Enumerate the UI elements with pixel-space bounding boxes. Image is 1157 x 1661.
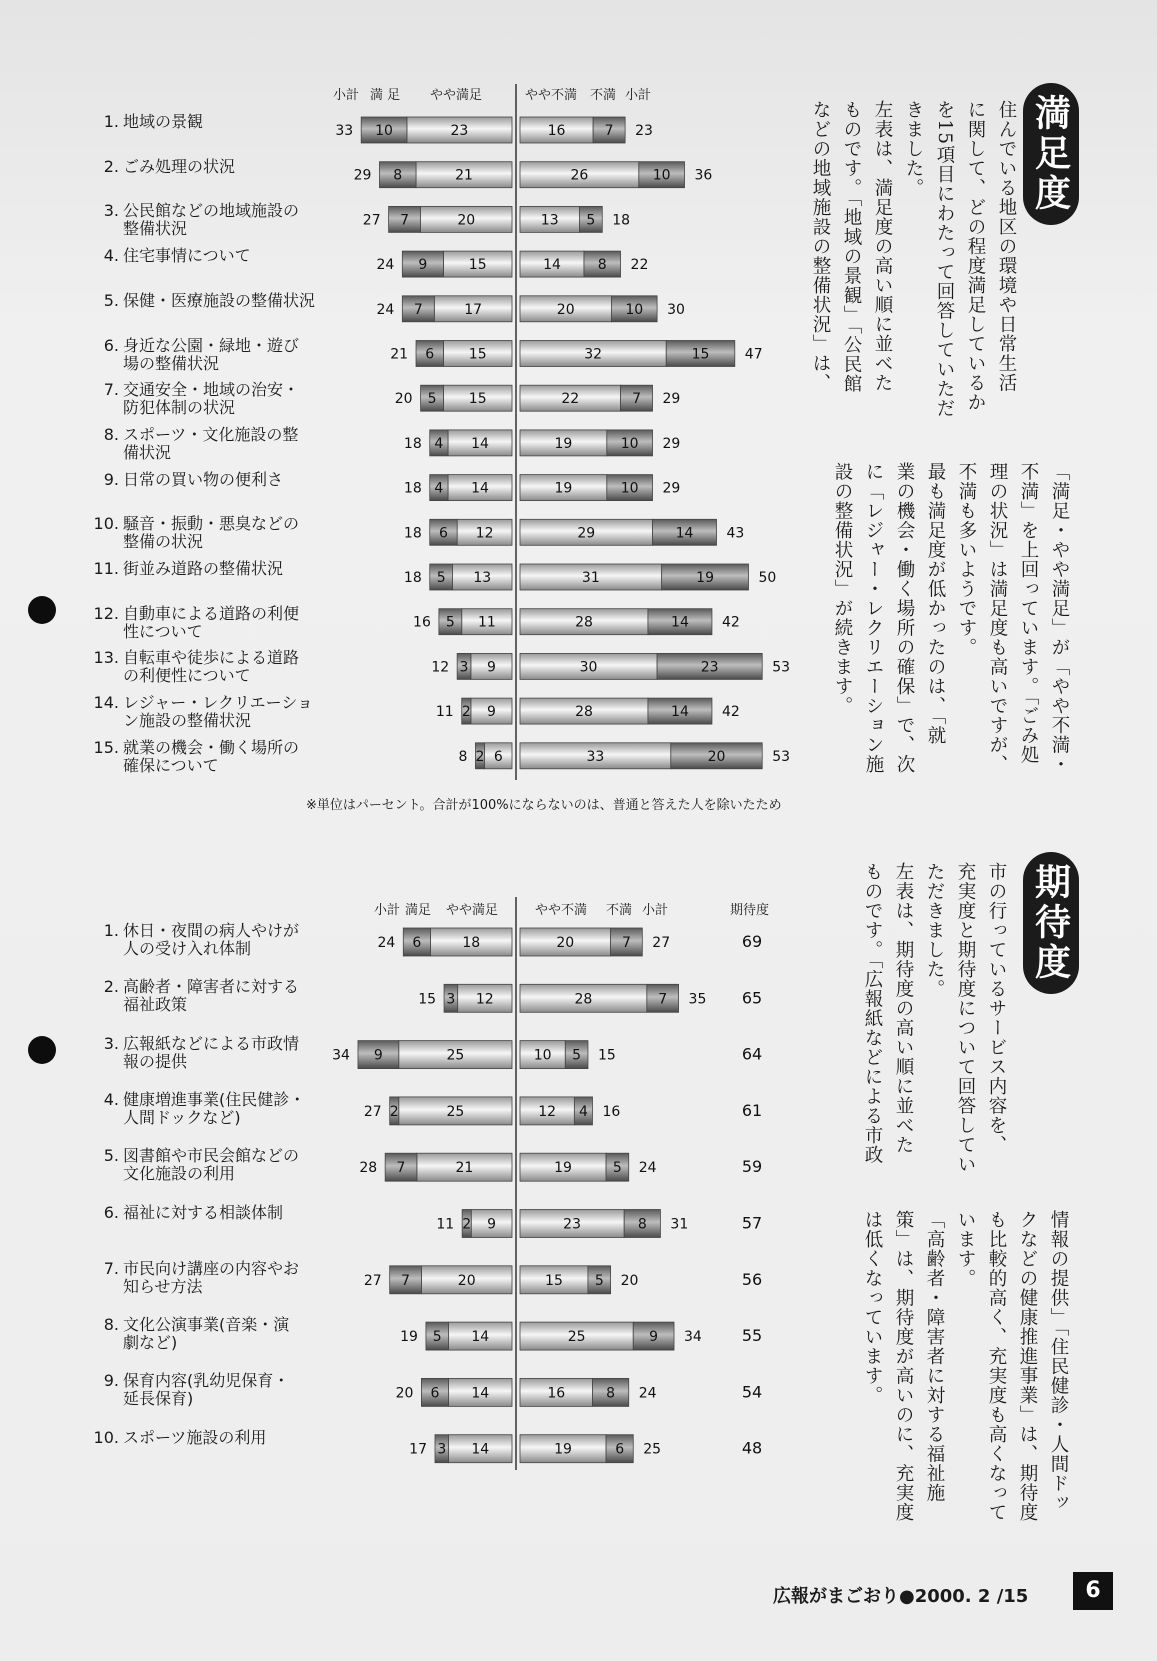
value-somewhat-satisfied: 25: [446, 1103, 465, 1120]
text-line: ただきました。: [924, 862, 945, 999]
subtotal-right: 29: [662, 480, 681, 497]
text-line: 策」は、期待度が高いのに、充実度: [893, 1210, 914, 1522]
item-number: 9.: [103, 469, 119, 489]
header-somewhat-dissatisfied: やや不満: [525, 88, 578, 103]
text-line: 情報の提供」「住民健診・人間ドッ: [1048, 1210, 1069, 1513]
value-satisfied: 3: [437, 1441, 447, 1458]
header2-dissatisfied: 不満: [606, 903, 633, 918]
item-number: 2.: [103, 977, 119, 997]
value-satisfied: 3: [446, 991, 456, 1008]
text-line: を15項目にわたって回答していただ: [934, 100, 955, 419]
subtotal-left: 29: [353, 167, 372, 184]
value-satisfied: 9: [418, 257, 428, 274]
footer-publication: 広報がまごおり●2000. 2 /15: [773, 1586, 1029, 1607]
subtotal-left: 20: [395, 1385, 414, 1402]
value-dissatisfied: 10: [652, 167, 671, 184]
text-line: は低くなっています。: [862, 1210, 883, 1405]
value-somewhat-dissatisfied: 23: [563, 1216, 582, 1233]
expectation-value: 57: [741, 1213, 763, 1233]
item-label: 保育内容(乳幼児保育・ 延長保育): [123, 1371, 290, 1409]
item-number: 9.: [103, 1371, 119, 1391]
value-dissatisfied: 5: [586, 212, 596, 229]
item-label: 図書館や市民会館などの 文化施設の利用: [123, 1146, 300, 1184]
value-somewhat-dissatisfied: 13: [540, 212, 559, 229]
value-satisfied: 6: [412, 935, 422, 951]
subtotal-right: 36: [694, 167, 713, 184]
value-somewhat-satisfied: 6: [493, 748, 503, 765]
item-number: 15.: [93, 737, 119, 757]
text-line: ものです。「広報紙などによる市政: [862, 862, 883, 1165]
value-dissatisfied: 19: [696, 570, 714, 586]
value-somewhat-dissatisfied: 19: [554, 480, 573, 497]
subtotal-right: 24: [638, 1160, 657, 1177]
value-somewhat-satisfied: 18: [462, 935, 481, 951]
item-number: 1.: [103, 112, 119, 131]
item-label: 広報紙などによる市政情 報の提供: [123, 1033, 300, 1071]
subtotal-right: 53: [772, 748, 791, 765]
value-satisfied: 4: [434, 435, 444, 452]
value-dissatisfied: 8: [606, 1385, 616, 1402]
subtotal-right: 23: [635, 123, 653, 139]
value-dissatisfied: 23: [700, 659, 719, 676]
value-somewhat-satisfied: 21: [455, 167, 473, 184]
text-line: 不満」を上回っています。「ごみ処: [1018, 462, 1039, 765]
subtotal-right: 42: [721, 704, 740, 721]
text-line: も比較的高く、充実度も高くなって: [986, 1210, 1007, 1522]
subtotal-right: 34: [684, 1329, 702, 1346]
value-dissatisfied: 5: [572, 1047, 582, 1064]
subtotal-right: 29: [662, 435, 681, 452]
subtotal-left: 11: [436, 1216, 455, 1233]
subtotal-left: 18: [403, 480, 422, 497]
item-number: 8.: [103, 1315, 119, 1335]
subtotal-left: 24: [376, 301, 395, 318]
value-dissatisfied: 14: [671, 614, 689, 631]
value-satisfied: 7: [413, 301, 423, 318]
subtotal-left: 18: [403, 525, 422, 542]
value-satisfied: 2: [462, 1216, 472, 1233]
item-number: 7.: [103, 1258, 119, 1278]
item-label: レジャー・レクリエーショ ン施設の整備状況: [123, 693, 314, 731]
subtotal-left: 27: [363, 1103, 382, 1120]
item-number: 6.: [103, 335, 119, 355]
value-somewhat-satisfied: 20: [457, 212, 476, 229]
value-satisfied: 5: [432, 1329, 442, 1346]
subtotal-left: 18: [403, 435, 422, 452]
subtotal-right: 22: [630, 257, 649, 274]
subtotal-left: 27: [362, 212, 381, 229]
subtotal-left: 21: [390, 346, 409, 363]
header-subtotal-left: 小計: [333, 88, 360, 103]
value-satisfied: 2: [475, 748, 485, 765]
expectation-value: 65: [741, 988, 763, 1008]
subtotal-left: 11: [435, 704, 454, 721]
subtotal-right: 35: [688, 991, 707, 1008]
value-satisfied: 8: [393, 167, 403, 184]
value-dissatisfied: 7: [658, 991, 668, 1008]
item-label: 自動車による道路の利便 性について: [123, 603, 300, 641]
value-dissatisfied: 5: [612, 1160, 622, 1177]
subtotal-right: 20: [620, 1272, 639, 1289]
value-satisfied: 7: [400, 212, 410, 229]
value-dissatisfied: 14: [675, 525, 694, 542]
text-line: 業の機会・働く場所の確保」で、次: [894, 462, 915, 774]
item-label: 地域の景観: [123, 112, 204, 131]
value-satisfied: 6: [438, 525, 448, 542]
text-line: 左表は、満足度の高い順に並べた: [872, 100, 893, 393]
subtotal-right: 24: [638, 1385, 657, 1402]
header-satisfied: 満 足: [370, 88, 401, 103]
item-number: 4.: [103, 246, 119, 266]
value-somewhat-dissatisfied: 25: [567, 1329, 586, 1346]
value-satisfied: 3: [459, 659, 469, 676]
text-line: 不満も多いようです。: [956, 462, 977, 657]
value-somewhat-dissatisfied: 16: [547, 1385, 566, 1402]
value-somewhat-satisfied: 17: [464, 301, 483, 318]
item-label: 市民向け講座の内容やお 知らせ方法: [123, 1258, 300, 1296]
item-label: 就業の機会・働く場所の 確保について: [123, 737, 300, 775]
subtotal-left: 34: [332, 1047, 350, 1064]
text-line: 設の整備状況」が続きます。: [832, 462, 853, 716]
header-dissatisfied: 不満: [590, 88, 617, 103]
value-somewhat-dissatisfied: 29: [577, 525, 596, 542]
value-somewhat-satisfied: 12: [475, 525, 494, 542]
expectation-badge: 期待度: [1023, 852, 1079, 994]
item-number: 12.: [93, 603, 119, 623]
subtotal-right: 29: [662, 391, 681, 408]
item-label: スポーツ施設の利用: [123, 1427, 267, 1447]
item-label: 健康増進事業(住民健診・ 人間ドックなど): [123, 1089, 306, 1127]
value-somewhat-satisfied: 14: [471, 1385, 490, 1402]
subtotal-right: 43: [726, 525, 745, 542]
subtotal-right: 47: [744, 346, 763, 363]
value-dissatisfied: 10: [620, 480, 639, 497]
text-line: ものです。「地域の景観」「公民館: [841, 100, 862, 394]
value-somewhat-dissatisfied: 31: [581, 570, 600, 586]
value-somewhat-dissatisfied: 28: [575, 704, 593, 721]
item-label: 自転車や徒歩による道路 の利便性について: [123, 648, 300, 686]
expectation-value: 59: [741, 1157, 763, 1177]
header2-expectation: 期待度: [730, 903, 770, 918]
expectation-value: 61: [741, 1100, 763, 1120]
value-somewhat-satisfied: 11: [477, 614, 496, 631]
item-number: 6.: [103, 1202, 119, 1222]
value-somewhat-dissatisfied: 19: [554, 1160, 572, 1177]
item-label: 日常の買い物の便利さ: [123, 469, 284, 489]
value-somewhat-satisfied: 9: [487, 1216, 497, 1233]
value-dissatisfied: 7: [604, 123, 614, 139]
item-label: 福祉に対する相談体制: [123, 1202, 284, 1222]
page-number: 6: [1073, 1572, 1113, 1610]
text-line: 理の状況」は満足度も高いですが、: [987, 462, 1008, 774]
text-line: 充実度と期待度について回答してい: [955, 862, 976, 1174]
item-label: 休日・夜間の病人やけが 人の受け入れ体制: [123, 921, 300, 958]
text-line: きました。: [903, 100, 924, 198]
subtotal-right: 25: [643, 1441, 662, 1458]
item-label: 文化公演事業(音楽・演 劇など): [123, 1315, 290, 1353]
value-dissatisfied: 8: [637, 1216, 647, 1233]
subtotal-left: 12: [431, 659, 450, 676]
item-label: 街並み道路の整備状況: [123, 559, 284, 578]
item-number: 5.: [103, 290, 119, 310]
value-somewhat-dissatisfied: 16: [547, 123, 566, 139]
binder-hole-top: [28, 596, 56, 624]
value-somewhat-satisfied: 14: [471, 1441, 490, 1458]
item-label: 交通安全・地域の治安・ 防犯体制の状況: [123, 380, 300, 418]
value-somewhat-dissatisfied: 33: [586, 748, 605, 765]
text-line: クなどの健康推進事業」は、期待度: [1017, 1210, 1038, 1522]
item-label: ごみ処理の状況: [123, 156, 236, 176]
value-satisfied: 5: [436, 570, 446, 586]
value-somewhat-satisfied: 9: [486, 659, 496, 676]
header-subtotal-right: 小計: [625, 88, 652, 103]
unit-note: ※単位はパーセント。合計が100%にならないのは、普通と答えた人を除いたため: [306, 798, 782, 813]
header2-satisfied: 満足: [405, 903, 432, 918]
value-somewhat-dissatisfied: 14: [543, 257, 561, 274]
subtotal-left: 17: [409, 1441, 427, 1458]
text-line: 「満足・やや満足」が「やや不満・: [1049, 462, 1070, 774]
item-number: 14.: [93, 693, 119, 713]
value-somewhat-satisfied: 23: [450, 123, 469, 139]
item-number: 2.: [103, 156, 119, 176]
subtotal-right: 50: [758, 570, 777, 586]
item-number: 10.: [93, 514, 119, 534]
value-somewhat-satisfied: 9: [486, 704, 496, 721]
item-number: 3.: [103, 201, 119, 221]
value-somewhat-dissatisfied: 28: [574, 991, 593, 1008]
value-satisfied: 9: [373, 1047, 383, 1064]
value-somewhat-satisfied: 14: [471, 435, 489, 452]
expectation-value: 48: [741, 1438, 763, 1458]
item-number: 11.: [93, 559, 119, 578]
subtotal-left: 20: [394, 391, 413, 408]
value-somewhat-dissatisfied: 26: [570, 167, 589, 184]
value-satisfied: 5: [427, 391, 437, 408]
value-dissatisfied: 8: [597, 257, 607, 274]
value-satisfied: 6: [425, 346, 435, 363]
value-somewhat-satisfied: 15: [468, 257, 487, 274]
value-somewhat-dissatisfied: 32: [584, 346, 603, 363]
text-line: 左表は、期待度の高い順に並べた: [893, 862, 914, 1155]
value-somewhat-dissatisfied: 22: [561, 391, 580, 408]
item-label: 住宅事情について: [123, 246, 251, 266]
subtotal-right: 53: [772, 659, 791, 676]
value-dissatisfied: 9: [649, 1329, 659, 1346]
expectation-value: 64: [741, 1044, 763, 1064]
subtotal-left: 24: [377, 935, 396, 951]
value-somewhat-dissatisfied: 12: [538, 1103, 557, 1120]
header2-somewhat-satisfied: やや満足: [446, 903, 499, 918]
value-satisfied: 4: [434, 480, 444, 497]
value-somewhat-dissatisfied: 20: [556, 301, 575, 318]
value-somewhat-dissatisfied: 19: [554, 1441, 572, 1458]
value-satisfied: 5: [445, 614, 455, 631]
subtotal-right: 30: [667, 301, 685, 318]
item-number: 5.: [103, 1146, 119, 1166]
value-dissatisfied: 7: [621, 935, 631, 951]
value-somewhat-dissatisfied: 28: [575, 614, 593, 631]
value-somewhat-satisfied: 25: [446, 1047, 465, 1064]
subtotal-left: 24: [376, 257, 395, 274]
value-somewhat-satisfied: 14: [471, 480, 489, 497]
subtotal-left: 15: [418, 991, 437, 1008]
value-somewhat-dissatisfied: 30: [579, 659, 598, 676]
item-number: 8.: [103, 424, 119, 444]
item-number: 3.: [103, 1033, 119, 1053]
value-somewhat-satisfied: 20: [457, 1272, 476, 1289]
subtotal-right: 16: [602, 1103, 621, 1120]
subtotal-right: 15: [597, 1047, 616, 1064]
value-dissatisfied: 4: [578, 1103, 588, 1120]
subtotal-right: 18: [612, 212, 631, 229]
text-line: に関して、どの程度満足しているか: [965, 100, 986, 412]
subtotal-left: 28: [359, 1160, 378, 1177]
item-number: 4.: [103, 1089, 119, 1109]
value-dissatisfied: 14: [671, 704, 689, 721]
value-dissatisfied: 10: [620, 435, 639, 452]
item-label: 高齢者・障害者に対する 福祉政策: [123, 977, 300, 1015]
value-somewhat-satisfied: 15: [468, 391, 487, 408]
value-satisfied: 7: [401, 1272, 411, 1289]
subtotal-left: 18: [403, 570, 422, 586]
value-dissatisfied: 20: [707, 748, 726, 765]
item-number: 13.: [93, 648, 119, 668]
binder-hole-bottom: [28, 1036, 56, 1064]
item-label: スポーツ・文化施設の整 備状況: [123, 424, 299, 462]
value-dissatisfied: 7: [632, 391, 641, 408]
item-label: 保健・医療施設の整備状況: [123, 290, 316, 310]
value-somewhat-satisfied: 13: [473, 570, 492, 586]
value-somewhat-dissatisfied: 20: [556, 935, 575, 951]
satisfaction-text-lower: [827, 462, 1075, 812]
subtotal-left: 19: [400, 1329, 418, 1346]
item-label: 騒音・振動・悪臭などの 整備の状況: [123, 514, 300, 552]
text-line: 市の行っているサービス内容を、: [986, 862, 1007, 1155]
expectation-value: 54: [741, 1382, 763, 1402]
value-somewhat-satisfied: 14: [471, 1329, 490, 1346]
expectation-value: 55: [741, 1326, 763, 1346]
expectation-text-upper: [857, 862, 1012, 1212]
value-somewhat-dissatisfied: 15: [545, 1272, 563, 1289]
text-line: に「レジャー・レクリエーション施: [863, 462, 884, 774]
item-number: 1.: [103, 921, 119, 940]
header2-subtotal-left: 小計: [374, 903, 401, 918]
subtotal-right: 27: [652, 935, 671, 951]
value-somewhat-dissatisfied: 19: [554, 435, 573, 452]
value-dissatisfied: 15: [691, 346, 710, 363]
item-label: 身近な公園・緑地・遊び 場の整備状況: [123, 335, 300, 373]
subtotal-left: 16: [413, 614, 431, 631]
satisfaction-text-upper: [805, 100, 1022, 450]
subtotal-left: 33: [335, 123, 354, 139]
value-somewhat-satisfied: 21: [455, 1160, 474, 1177]
value-satisfied: 2: [461, 704, 471, 721]
text-line: います。: [955, 1210, 976, 1288]
subtotal-right: 31: [670, 1216, 689, 1233]
value-somewhat-satisfied: 12: [475, 991, 494, 1008]
expectation-value: 56: [741, 1269, 763, 1289]
item-number: 7.: [103, 380, 119, 400]
item-number: 10.: [93, 1427, 119, 1447]
expectation-text-lower: [857, 1210, 1074, 1560]
text-line: などの地域施設の整備状況」は、: [810, 100, 831, 393]
value-somewhat-dissatisfied: 10: [533, 1047, 552, 1064]
value-satisfied: 10: [375, 123, 393, 139]
value-somewhat-satisfied: 15: [468, 346, 487, 363]
item-label: 公民館などの地域施設の 整備状況: [123, 201, 300, 239]
value-dissatisfied: 10: [625, 301, 644, 318]
satisfaction-badge: 満足度: [1023, 83, 1079, 225]
subtotal-left: 27: [363, 1272, 382, 1289]
header-somewhat-satisfied: やや満足: [430, 88, 483, 103]
value-dissatisfied: 5: [594, 1272, 604, 1289]
header2-subtotal-right: 小計: [642, 903, 669, 918]
value-satisfied: 6: [430, 1385, 440, 1402]
text-line: 最も満足度が低かったのは、「就: [925, 462, 946, 746]
text-line: 住んでいる地区の環境や日常生活: [996, 100, 1017, 393]
value-dissatisfied: 6: [615, 1441, 625, 1458]
subtotal-left: 8: [458, 748, 468, 765]
value-satisfied: 2: [389, 1103, 399, 1120]
value-satisfied: 7: [396, 1160, 406, 1177]
expectation-value: 69: [741, 932, 763, 951]
subtotal-right: 42: [721, 614, 740, 631]
text-line: 「高齢者・障害者に対する福祉施: [924, 1210, 945, 1503]
header2-somewhat-dissatisfied: やや不満: [535, 903, 588, 918]
